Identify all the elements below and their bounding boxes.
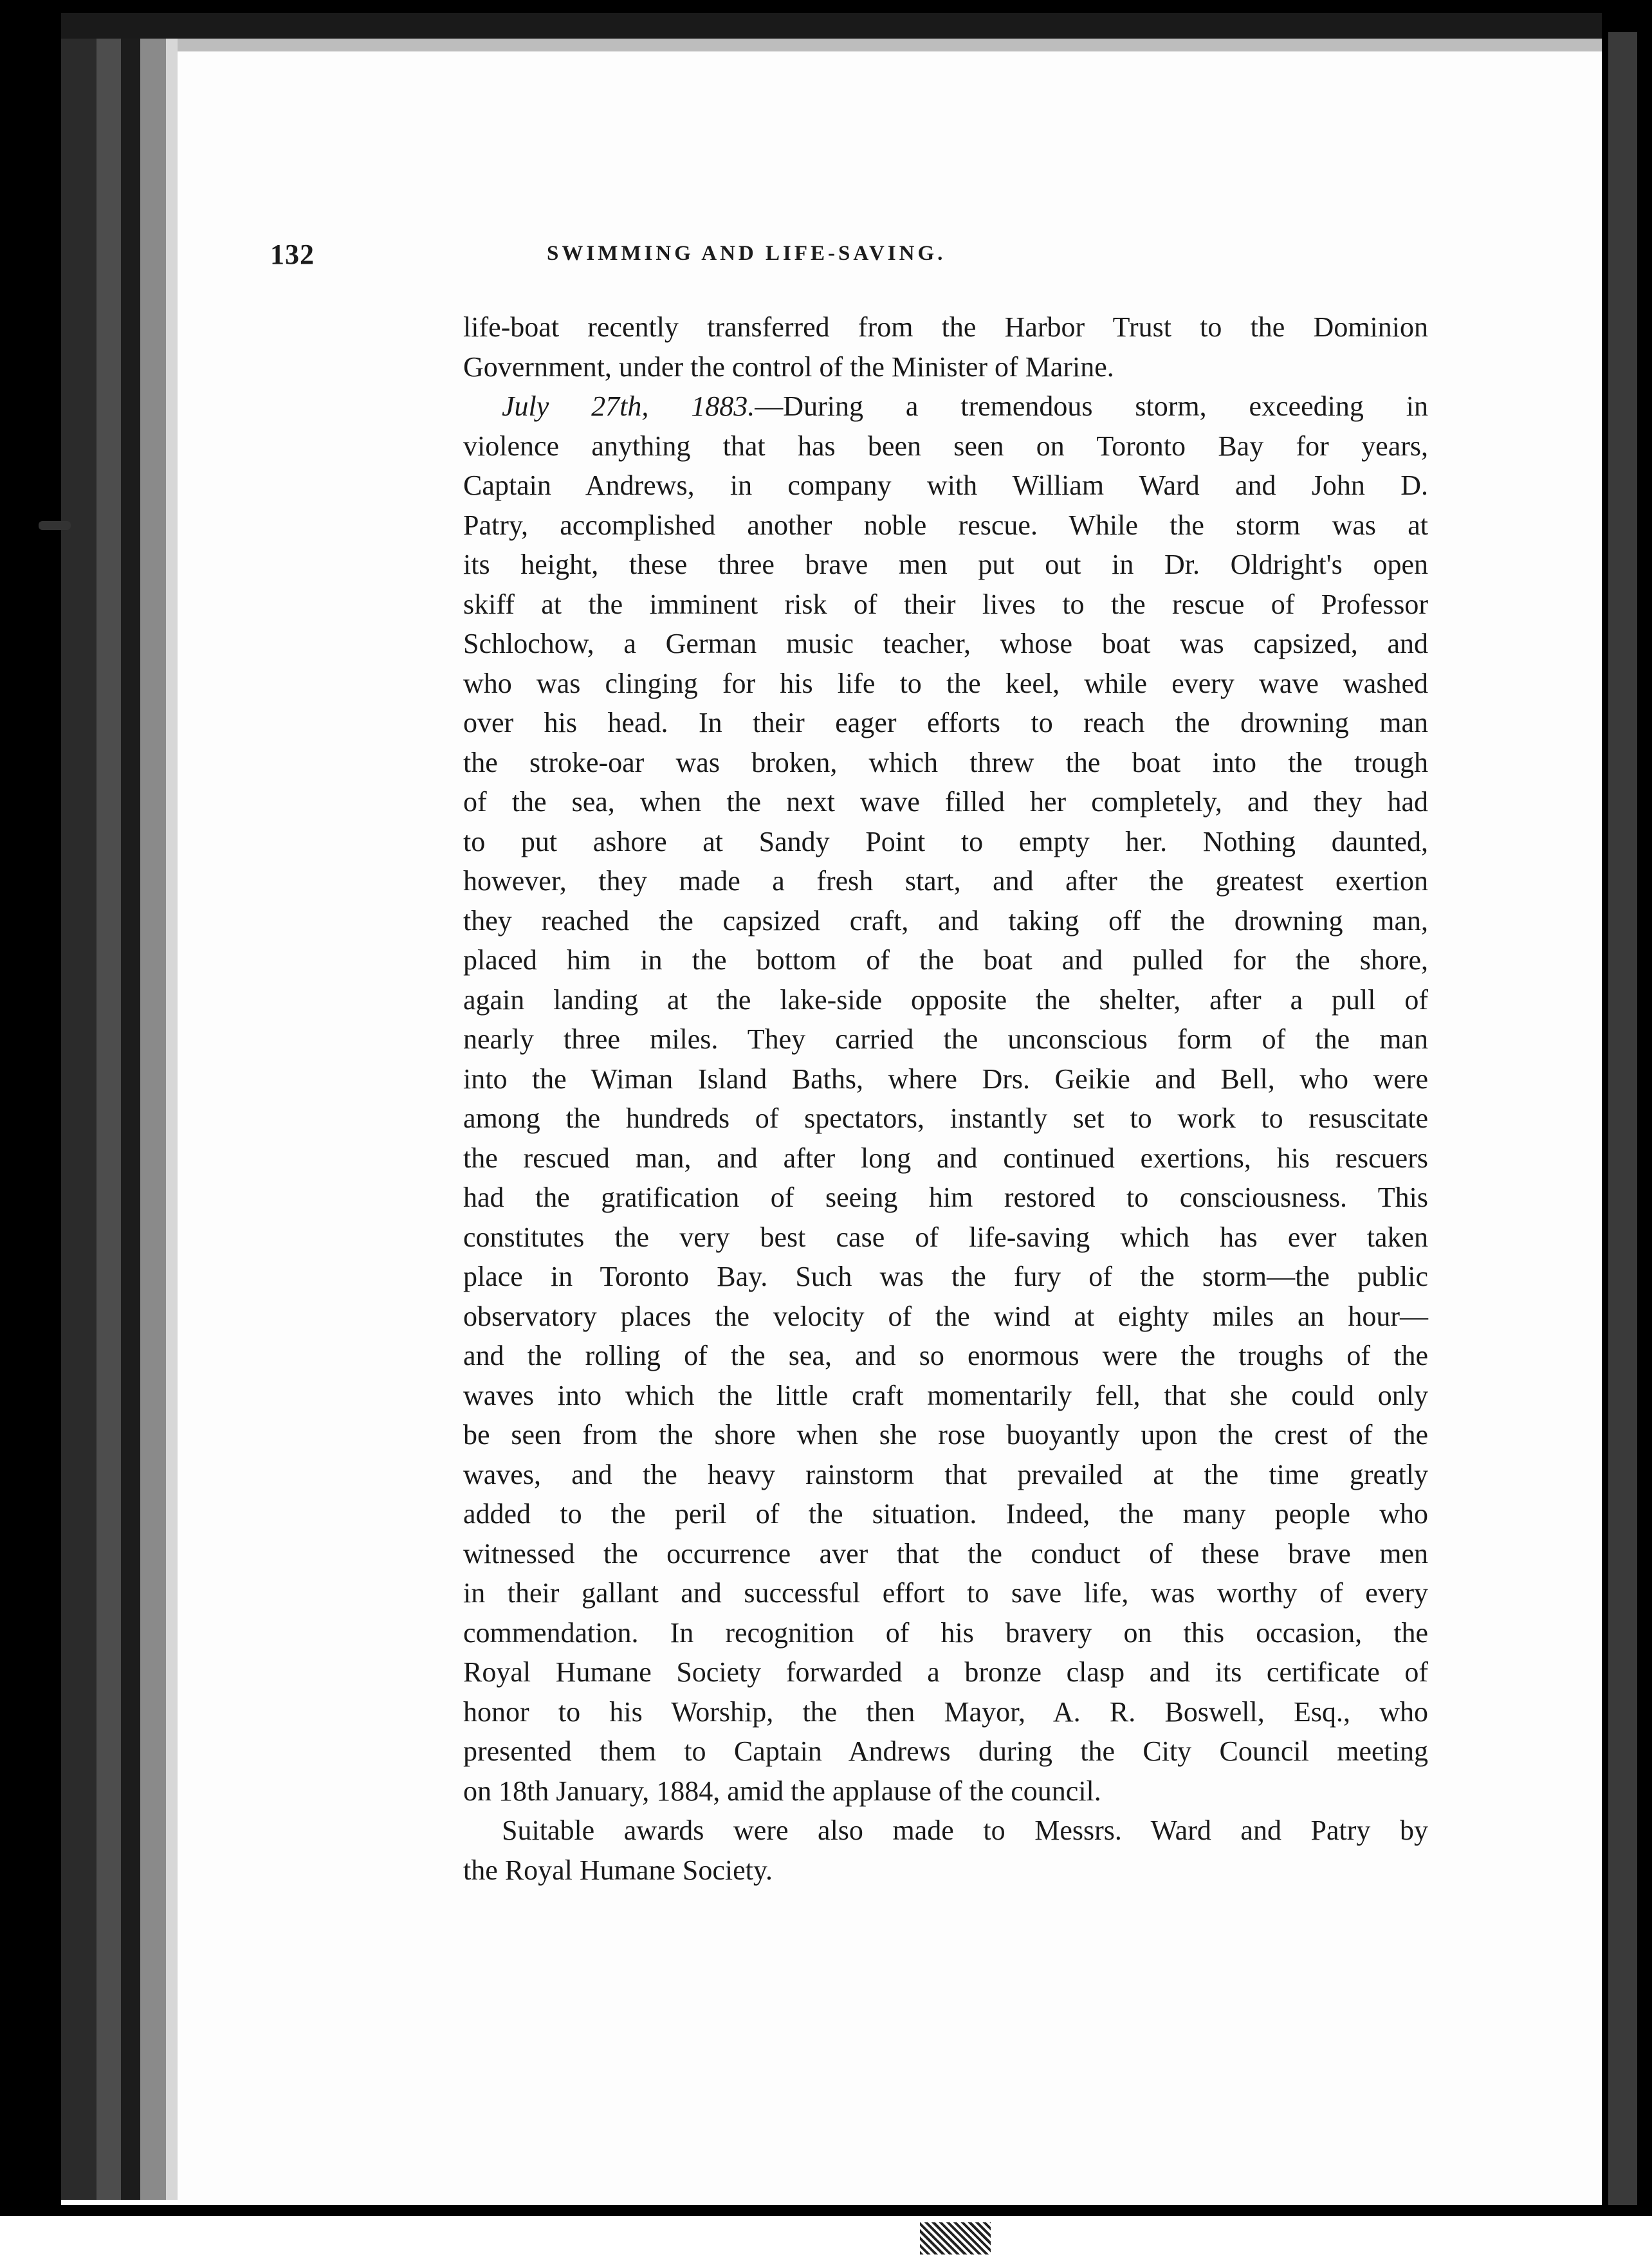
text-line: Captain Andrews, in company with William Ward and John D.	[463, 470, 1428, 501]
text-line: life-boat recently transferred from the Harbor Trust to the Dominion	[463, 311, 1428, 343]
text-line: waves into which the little craft momentarily fell, that she could only	[463, 1379, 1428, 1411]
text-line: the rescued man, and after long and continued exertions, his rescuers	[463, 1142, 1428, 1174]
date-line	[502, 390, 1428, 422]
margin-ink-mark	[39, 521, 71, 530]
text-line: the Royal Humane Society.	[463, 1854, 773, 1886]
page-stack-edge	[96, 39, 121, 2200]
text-line: in their gallant and successful effort to save life, was worthy of every	[463, 1577, 1428, 1609]
text-line: waves, and the heavy rainstorm that prevailed at the time greatly	[463, 1458, 1428, 1490]
text-line: added to the peril of the situation. Indeed, the many people who	[463, 1498, 1428, 1530]
text-line: presented them to Captain Andrews during the City Council meeting	[463, 1735, 1428, 1767]
text-line: place in Toronto Bay. Such was the fury of the storm—the public	[463, 1261, 1428, 1292]
text-line: and the rolling of the sea, and so enormous were the troughs of the	[463, 1340, 1428, 1371]
text-line: Patry, accomplished another noble rescue. While the storm was at	[463, 509, 1428, 541]
page-edge-top-light	[116, 39, 1615, 51]
text-line: honor to his Worship, the then Mayor, A. R. Boswell, Esq., who	[463, 1696, 1428, 1728]
text-line: the stroke-oar was broken, which threw the boat into the trough	[463, 746, 1428, 778]
text-line: Schlochow, a German music teacher, whose boat was capsized, and	[463, 628, 1428, 659]
text-line: again landing at the lake-side opposite the shelter, after a pull of	[463, 983, 1428, 1016]
text-line-dated	[463, 387, 1428, 426]
text-line: observatory places the velocity of the wind at eighty miles an hour—	[463, 1300, 1428, 1332]
page-stack-edge	[140, 39, 166, 2200]
scan-border-left	[0, 0, 61, 2259]
body-text	[463, 307, 1428, 1890]
scan-bottom-margin	[0, 2216, 1652, 2259]
date-italic-part: July 27th, 1883.	[502, 390, 755, 422]
text-line: skiff at the imminent risk of their lives to the rescue of Professor	[463, 588, 1428, 620]
text-line: however, they made a fresh start, and after the greatest exertion	[463, 865, 1428, 897]
text-line: its height, these three brave men put out in Dr. Oldright's open	[463, 549, 1428, 580]
text-line: among the hundreds of spectators, instantly set to work to resuscitate	[463, 1102, 1428, 1134]
page-header: SWIMMING AND LIFE-SAVING.	[547, 242, 946, 265]
text-line: Government, under the control of the Minister of Marine.	[463, 351, 1114, 383]
scan-debris	[920, 2222, 991, 2254]
page-stack-edge	[121, 39, 140, 2200]
scan-border-top	[0, 0, 1652, 13]
text-line: be seen from the shore when she rose buoyantly upon the crest of the	[463, 1419, 1428, 1450]
text-line: on 18th January, 1884, amid the applause of the council.	[463, 1775, 1101, 1807]
text-line: of the sea, when the next wave filled her completely, and they had	[463, 786, 1428, 818]
text-line: constitutes the very best case of life-saving which has ever taken	[463, 1221, 1428, 1253]
text-line: commendation. In recognition of his bravery on this occasion, the	[463, 1616, 1428, 1649]
page-edge-right	[1608, 32, 1637, 2219]
running-head	[270, 238, 1428, 277]
text-line: placed him in the bottom of the boat and pulled for the shore,	[463, 944, 1428, 976]
text-line: they reached the capsized craft, and taking off the drowning man,	[463, 904, 1428, 937]
text-line: witnessed the occurrence aver that the conduct of these brave men	[463, 1537, 1428, 1569]
paragraph-start: Suitable awards were also made to Messrs. Ward and Patry by	[502, 1815, 1428, 1846]
text-line: had the gratification of seeing him restored to consciousness. This	[463, 1182, 1428, 1213]
text-line-indented	[463, 1811, 1428, 1851]
date-line-rest: —During a tremendous storm, exceeding in	[755, 390, 1428, 422]
text-line: nearly three miles. They carried the unconscious form of the man	[463, 1023, 1428, 1055]
text-line: to put ashore at Sandy Point to empty her. Nothing daunted,	[463, 825, 1428, 857]
text-line: violence anything that has been seen on Toronto Bay for years,	[463, 430, 1428, 462]
page-stack-edge	[166, 39, 178, 2200]
text-line: who was clinging for his life to the keel, while every wave washed	[463, 667, 1428, 699]
text-line: into the Wiman Island Baths, where Drs. Geikie and Bell, who were	[463, 1063, 1428, 1095]
page-stack-edge	[61, 39, 96, 2200]
page-number: 132	[270, 239, 315, 270]
text-line: over his head. In their eager efforts to reach the drowning man	[463, 707, 1428, 738]
text-line: Royal Humane Society forwarded a bronze clasp and its certificate of	[463, 1656, 1428, 1688]
